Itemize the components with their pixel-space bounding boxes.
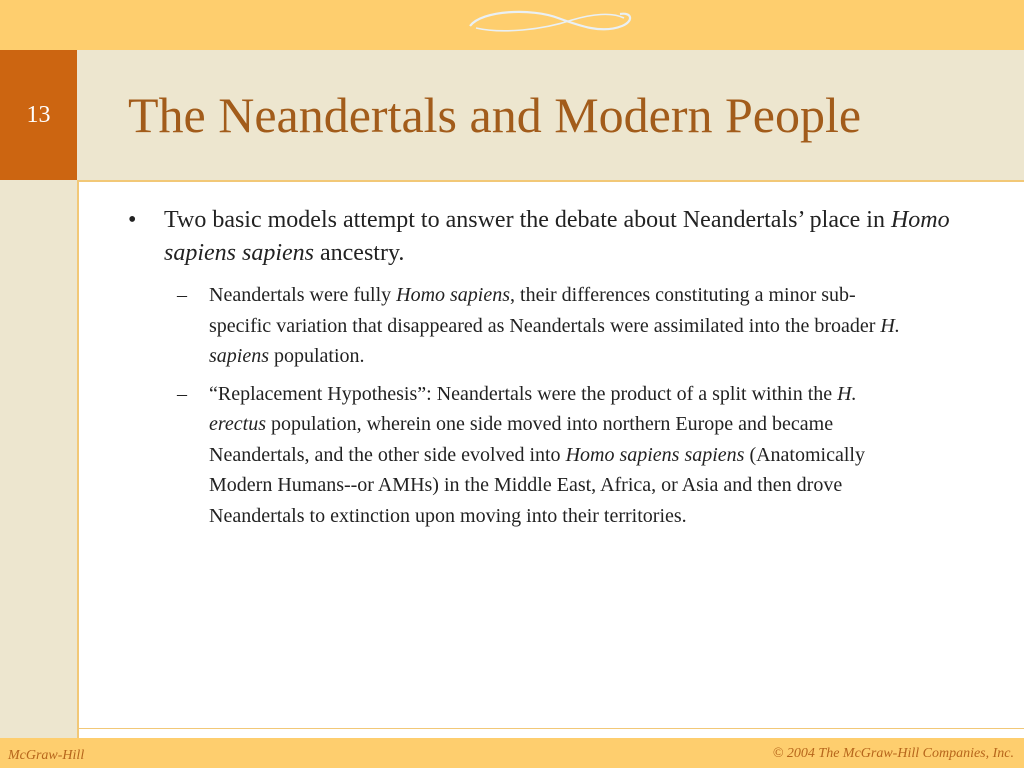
sub-bullet-marker: –: [177, 382, 187, 405]
top-band: [0, 0, 1024, 50]
main-bullet: [128, 204, 988, 270]
bottom-divider: [77, 728, 1024, 729]
slide-title: The Neandertals and Modern People: [128, 87, 862, 143]
bullet-text-end: ancestry.: [314, 240, 405, 266]
sub-bullet-italic-term: Homo sapiens sapiens: [565, 443, 745, 466]
sub-bullet-italic-term: H. erectus: [209, 382, 857, 435]
left-divider: [77, 180, 79, 738]
sub-bullet-assimilation: [128, 280, 909, 372]
bullet-text: Two basic models attempt to answer the debate about Neandertals’ place in: [164, 207, 891, 233]
slide-content: [128, 204, 988, 538]
copyright-label: © 2004 The McGraw-Hill Companies, Inc.: [772, 746, 1014, 761]
sub-bullet-replacement: [128, 379, 909, 532]
title-divider: [77, 180, 1024, 182]
publisher-label: McGraw-Hill: [8, 748, 85, 763]
sub-bullet-text: “Replacement Hypothesis”: Neandertals were the product of a split within the: [209, 382, 838, 405]
sub-bullet-text: population.: [269, 345, 365, 367]
sub-bullet-italic-term: H. sapiens: [209, 314, 900, 367]
sub-bullet-text: Neandertals were fully: [209, 284, 397, 306]
bullet-italic-term: Homo sapiens sapiens: [164, 207, 950, 266]
sub-bullet-text: (Anatomically Modern Humans--or AMHs) in the Middle East, Africa, or Asia and then drove Neandertals to extinction upon moving into their territories.: [209, 443, 865, 527]
sub-bullet-list: [128, 280, 988, 531]
bullet-marker: •: [128, 207, 137, 233]
sub-bullet-text: , their differences constituting a minor sub-specific variation that disappeared as Neandertals were assimilated into the broader: [209, 284, 881, 337]
swirl-ornament-icon: [462, 4, 637, 44]
slide-number: 13: [26, 102, 51, 128]
sub-bullet-text: population, wherein one side moved into northern Europe and became Neandertals, and the other side evolved into: [209, 413, 834, 466]
sub-bullet-italic-term: Homo sapiens: [396, 284, 511, 306]
sub-bullet-marker: –: [177, 284, 187, 306]
